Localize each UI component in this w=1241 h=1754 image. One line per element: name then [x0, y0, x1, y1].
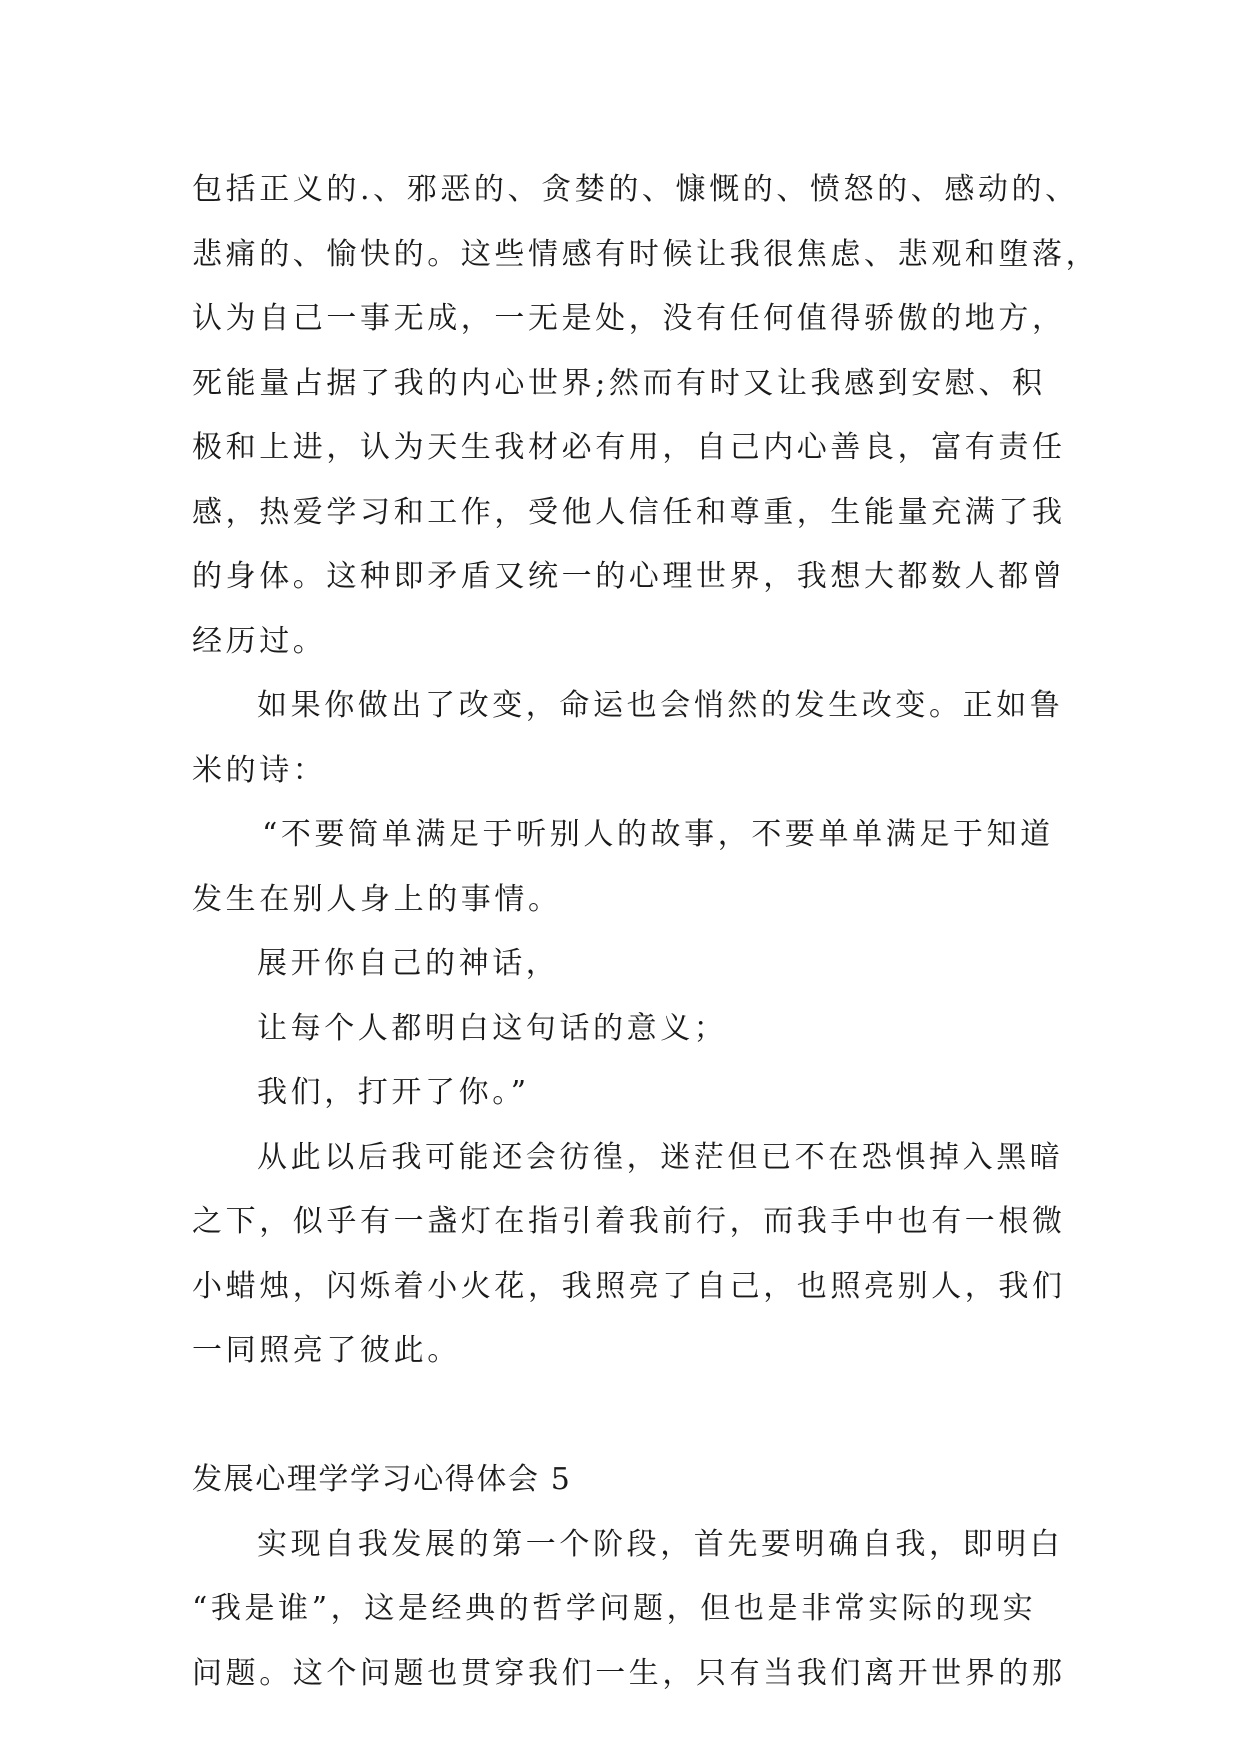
text-line: 让每个人都明白这句话的意义； [257, 1010, 728, 1046]
text-line: 发生在别人身上的事情。 [192, 881, 562, 917]
paragraph-1 [192, 158, 1100, 674]
text-line: 感，热爱学习和工作，受他人信任和尊重，生能量充满了我 [192, 494, 1066, 530]
paragraph-2 [192, 674, 1064, 803]
text-line: 包括正义的.、邪恶的、贪婪的、慷慨的、愤怒的、感动的、 [192, 172, 1079, 207]
document-body [192, 158, 1100, 1706]
text-line: 悲痛的、愉快的。这些情感有时候让我很焦虑、悲观和堕落， [192, 236, 1100, 272]
section-heading: 发展心理学学习心得体会 5 [192, 1462, 572, 1497]
section-spacer [192, 1384, 1052, 1449]
text-line: 死能量占据了我的内心世界;然而有时又让我感到安慰、积 [192, 365, 1046, 401]
paragraph-3 [192, 1126, 1066, 1384]
text-line: “不要简单满足于听别人的故事，不要单单满足于知道 [262, 817, 1054, 852]
text-line: 的身体。这种即矛盾又统一的心理世界，我想大都数人都曾 [192, 559, 1066, 594]
text-line: 小蜡烛，闪烁着小火花，我照亮了自己，也照亮别人，我们 [192, 1268, 1066, 1304]
text-line: 我们，打开了你。” [257, 1075, 530, 1110]
poem-quote [192, 803, 1052, 1126]
text-line: 极和上进，认为天生我材必有用，自己内心善良，富有责任 [192, 430, 1066, 465]
text-line: 一同照亮了彼此。 [192, 1333, 461, 1368]
text-line: “我是谁”，这是经典的哲学问题，但也是非常实际的现实 [192, 1591, 1037, 1626]
text-line: 经历过。 [192, 623, 327, 659]
text-line: 如果你做出了改变，命运也会悄然的发生改变。正如鲁 [257, 688, 1064, 723]
text-line: 之下，似乎有一盏灯在指引着我前行，而我手中也有一根微 [192, 1204, 1066, 1239]
text-line: 问题。这个问题也贯穿我们一生，只有当我们离开世界的那 [192, 1655, 1066, 1691]
text-line: 米的诗： [192, 752, 327, 788]
text-line: 实现自我发展的第一个阶段，首先要明确自我，即明白 [257, 1526, 1064, 1562]
paragraph-4 [192, 1513, 1066, 1707]
text-line: 认为自己一事无成，一无是处，没有任何值得骄傲的地方， [192, 301, 1066, 336]
text-line: 从此以后我可能还会彷徨，迷茫但已不在恐惧掉入黑暗 [257, 1139, 1064, 1175]
text-line: 展开你自己的神话， [257, 946, 560, 981]
